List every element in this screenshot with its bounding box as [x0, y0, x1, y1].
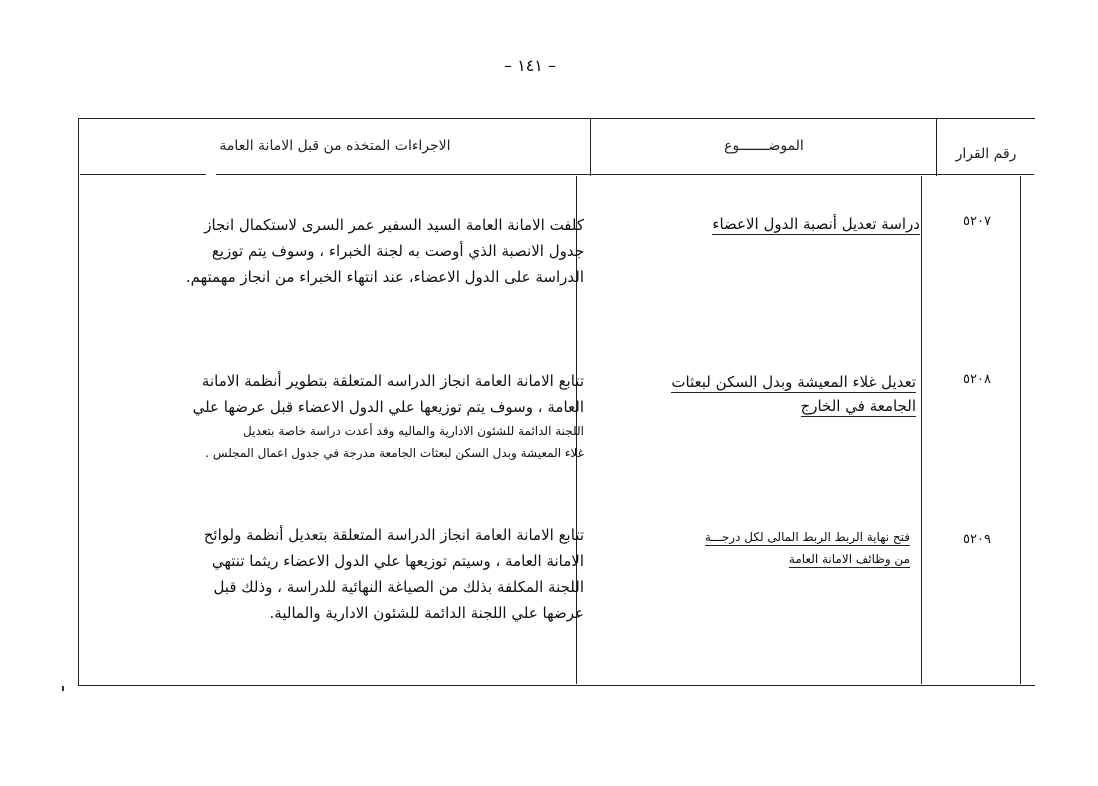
- header-divider: [216, 174, 1034, 175]
- header-decision-number: رقم القرار: [955, 146, 1017, 162]
- action-line: اللجنة الدائمة للشئون الادارية والماليه وقد أعدت دراسة خاصة بتعديل: [243, 424, 584, 438]
- action-line: العامة ، وسوف يتم توزيعها علي الدول الاعضاء قبل عرضها علي: [192, 398, 584, 416]
- header-subject: الموضـــــــوع: [724, 138, 804, 154]
- subject-line: فتح نهاية الربط الربط المالى لكل درجـــة: [704, 530, 910, 544]
- decision-subject: [590, 370, 916, 418]
- decision-actions: [80, 212, 584, 290]
- decision-actions: [80, 368, 584, 464]
- subject-line: تعديل غلاء المعيشة وبدل السكن لبعثات: [671, 373, 916, 391]
- decision-number: ٥٢٠٩: [963, 532, 991, 547]
- header-divider: [80, 174, 206, 175]
- action-line: اللجنة المكلفة بذلك من الصياغة النهائية للدراسة ، وذلك قبل: [213, 578, 584, 596]
- decision-subject: [590, 526, 910, 570]
- decision-actions: [80, 522, 584, 626]
- action-line: جدول الانصبة الذي أوصت به لجنة الخبراء ، وسوف يتم توزيع: [211, 242, 584, 260]
- page-number: – ١٤١ –: [504, 56, 556, 75]
- divider: [936, 118, 937, 176]
- subject-line: من وظائف الامانة العامة: [788, 552, 910, 566]
- action-line: عرضها علي اللجنة الدائمة للشئون الادارية والمالية.: [269, 604, 584, 622]
- scan-mark: [62, 686, 64, 691]
- action-line: الامانة العامة ، وسيتم توزيعها علي الدول الاعضاء ريثما تنتهي: [211, 552, 584, 570]
- subject-line: الجامعة في الخارج: [800, 397, 916, 415]
- action-line: الدراسة على الدول الاعضاء، عند انتهاء الخبراء من انجاز مهمتهم.: [185, 268, 584, 286]
- subject-line: دراسة تعديل أنصبة الدول الاعضاء: [712, 215, 920, 233]
- divider: [1020, 176, 1021, 684]
- header-actions: الاجراءات المتخذه من قبل الامانة العامة: [219, 138, 451, 154]
- decision-number: ٥٢٠٨: [963, 372, 991, 387]
- decision-number: ٥٢٠٧: [963, 214, 991, 229]
- action-line: تتابع الامانة العامة انجاز الدراسة المتعلقة بتعديل أنظمة ولوائح: [203, 526, 584, 544]
- action-line: غلاء المعيشة وبدل السكن لبعثات الجامعة مدرجة في جدول اعمال المجلس .: [205, 446, 584, 460]
- divider: [921, 176, 922, 684]
- action-line: كلفت الامانة العامة السيد السفير عمر السرى لاستكمال انجاز: [204, 216, 584, 234]
- divider: [590, 118, 591, 176]
- decision-subject: [590, 212, 920, 236]
- action-line: تتابع الامانة العامة انجاز الدراسه المتعلقة بتطوير أنظمة الامانة: [201, 372, 584, 390]
